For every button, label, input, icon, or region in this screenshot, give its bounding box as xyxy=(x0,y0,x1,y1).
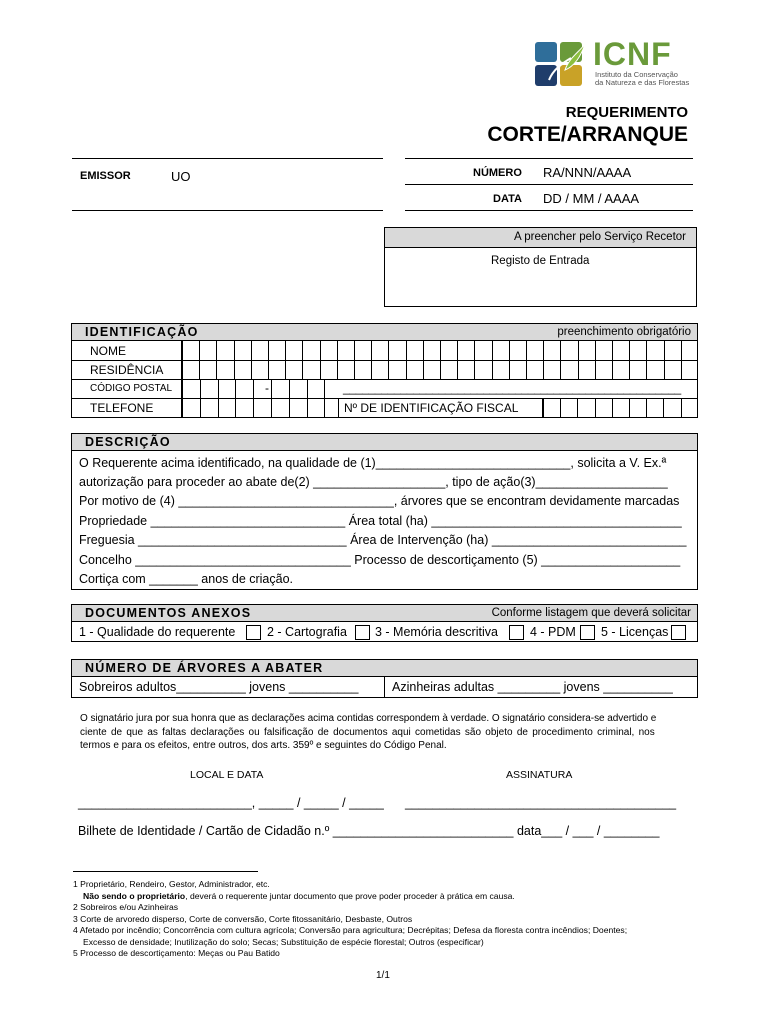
descricao-line-6[interactable]: Concelho _______________________________ Processo de descortiçamento (5) ____________________ xyxy=(79,553,681,567)
char-cell[interactable] xyxy=(251,360,268,379)
char-cell[interactable] xyxy=(302,360,319,379)
icnf-logo-icon xyxy=(535,40,587,88)
codigo-postal-dash: - xyxy=(265,381,269,395)
footnote-1-note-rest: , deverá o requerente juntar documento que prove poder proceder à prática em causa. xyxy=(185,891,515,901)
char-cell[interactable] xyxy=(182,398,200,417)
char-cell[interactable] xyxy=(320,341,337,360)
declaracao-line-1: O signatário jura por sua honra que as declarações acima contidas correspondem à verdade. O signatário considera-se advertido e xyxy=(80,713,657,724)
nif-input-grid[interactable] xyxy=(543,398,697,417)
residencia-input-grid[interactable] xyxy=(182,360,697,379)
char-cell[interactable] xyxy=(629,341,646,360)
azinheiras-line[interactable]: Azinheiras adultas _________ jovens __________ xyxy=(392,680,673,694)
documentos-title: DOCUMENTOS ANEXOS xyxy=(85,606,252,620)
char-cell[interactable] xyxy=(354,341,371,360)
form-kicker: REQUERIMENTO xyxy=(565,104,688,121)
char-cell[interactable] xyxy=(406,360,423,379)
numero-bottom-line xyxy=(405,184,693,185)
char-cell[interactable] xyxy=(595,398,612,417)
char-cell[interactable] xyxy=(681,398,698,417)
declaracao-line-3: termos e para os efeitos, entre outros, dos arts. 359º e seguintes do Código Penal. xyxy=(80,740,447,751)
registo-entrada-label: Registo de Entrada xyxy=(491,255,590,267)
char-cell[interactable] xyxy=(354,360,371,379)
char-cell[interactable] xyxy=(509,341,526,360)
char-cell[interactable] xyxy=(509,360,526,379)
form-title: CORTE/ARRANQUE xyxy=(487,123,688,146)
service-box xyxy=(384,227,697,307)
local-data-label: LOCAL E DATA xyxy=(190,769,264,781)
char-cell[interactable] xyxy=(612,360,629,379)
nome-input-grid[interactable] xyxy=(182,341,697,360)
identificacao-section xyxy=(71,323,698,418)
char-cell[interactable] xyxy=(307,379,325,398)
char-cell[interactable] xyxy=(543,341,560,360)
bi-line[interactable]: Bilhete de Identidade / Cartão de Cidadão n.º __________________________ data___ / ___ / ________ xyxy=(78,824,660,838)
numero-top-line xyxy=(405,158,693,159)
char-cell[interactable] xyxy=(577,398,594,417)
char-cell[interactable] xyxy=(681,341,698,360)
char-cell[interactable] xyxy=(253,398,271,417)
emissor-bottom-line xyxy=(72,210,383,211)
char-cell[interactable] xyxy=(200,398,218,417)
char-cell[interactable] xyxy=(440,360,457,379)
identificacao-title: IDENTIFICAÇÃO xyxy=(85,325,199,339)
documentos-note: Conforme listagem que deverá solicitar xyxy=(491,607,691,619)
char-cell[interactable] xyxy=(285,341,302,360)
char-cell[interactable] xyxy=(268,341,285,360)
char-cell[interactable] xyxy=(663,398,680,417)
local-data-line[interactable]: _________________________, _____ / _____ / _____ xyxy=(78,796,384,810)
char-cell[interactable] xyxy=(664,360,681,379)
char-cell[interactable] xyxy=(200,379,218,398)
char-cell[interactable] xyxy=(492,360,509,379)
char-cell[interactable] xyxy=(629,360,646,379)
char-cell[interactable] xyxy=(271,379,289,398)
service-box-header-text: A preencher pelo Serviço Recetor xyxy=(514,231,686,243)
char-cell[interactable] xyxy=(289,398,307,417)
char-cell[interactable] xyxy=(182,379,200,398)
nome-label-cell xyxy=(72,341,182,360)
footnote-1: 1 Proprietário, Rendeiro, Gestor, Administrador, etc. xyxy=(73,879,270,889)
arvores-section xyxy=(71,659,698,698)
char-cell[interactable] xyxy=(337,341,354,360)
char-cell[interactable] xyxy=(595,360,612,379)
char-cell[interactable] xyxy=(406,341,423,360)
descricao-section xyxy=(71,433,698,590)
descricao-title: DESCRIÇÃO xyxy=(85,435,171,449)
documentos-header xyxy=(72,605,697,622)
footnote-separator xyxy=(73,871,258,872)
doc-item-1-checkbox[interactable] xyxy=(246,625,261,640)
char-cell[interactable] xyxy=(681,360,698,379)
assinatura-line[interactable]: _______________________________________ xyxy=(405,796,677,810)
descricao-line-5[interactable]: Freguesia ______________________________ Área de Intervenção (ha) ____________________________ xyxy=(79,533,687,547)
footnote-1-note xyxy=(83,891,515,902)
documentos-section xyxy=(71,604,698,642)
char-cell[interactable] xyxy=(199,360,216,379)
char-cell[interactable] xyxy=(302,341,319,360)
char-cell[interactable] xyxy=(612,341,629,360)
char-cell[interactable] xyxy=(543,360,560,379)
footnote-2: 2 Sobreiros e/ou Azinheiras xyxy=(73,902,179,912)
identificacao-header xyxy=(72,324,697,341)
char-cell[interactable] xyxy=(560,341,577,360)
char-cell[interactable] xyxy=(182,341,199,360)
footnote-1-note-bold: Não sendo o proprietário xyxy=(83,891,186,901)
char-cell[interactable] xyxy=(578,360,595,379)
char-cell[interactable] xyxy=(474,341,491,360)
char-cell[interactable] xyxy=(285,360,302,379)
footnote-4-cont: Excesso de densidade; Inutilização do solo; Secas; Substituição de espécie florestal; Outros (especificar) xyxy=(83,937,484,947)
char-cell[interactable] xyxy=(234,341,251,360)
char-cell[interactable] xyxy=(578,341,595,360)
char-cell[interactable] xyxy=(216,341,233,360)
char-cell[interactable] xyxy=(371,360,388,379)
codigo-postal-input-grid[interactable] xyxy=(182,379,342,398)
char-cell[interactable] xyxy=(307,398,325,417)
codigo-postal-label: CÓDIGO POSTAL xyxy=(90,383,173,394)
char-cell[interactable] xyxy=(646,341,663,360)
char-cell[interactable] xyxy=(646,398,663,417)
doc-item-5-label: 5 - Licenças xyxy=(601,625,669,639)
char-cell[interactable] xyxy=(595,341,612,360)
icnf-logo-subtitle-2: da Natureza e das Florestas xyxy=(595,78,690,87)
doc-item-4-checkbox[interactable] xyxy=(580,625,595,640)
doc-item-3-checkbox[interactable] xyxy=(509,625,524,640)
assinatura-label: ASSINATURA xyxy=(506,769,573,781)
service-box-header xyxy=(385,228,696,248)
doc-item-2-label: 2 - Cartografia xyxy=(267,625,347,639)
data-label: DATA xyxy=(493,193,522,205)
arvores-title: NÚMERO DE ÁRVORES A ABATER xyxy=(85,661,324,675)
char-cell[interactable] xyxy=(289,379,307,398)
descricao-line-2[interactable]: autorização para proceder ao abate de(2) ___________________, tipo de ação(3)___________________ xyxy=(79,475,668,489)
doc-item-3-label: 3 - Memória descritiva xyxy=(375,625,498,639)
data-bottom-line xyxy=(405,210,693,211)
char-cell[interactable] xyxy=(629,398,646,417)
char-cell[interactable] xyxy=(492,341,509,360)
char-cell[interactable] xyxy=(526,360,543,379)
char-cell[interactable] xyxy=(388,360,405,379)
char-cell[interactable] xyxy=(612,398,629,417)
telefone-input-grid[interactable] xyxy=(182,398,342,417)
arvores-header xyxy=(72,660,697,677)
char-cell[interactable] xyxy=(182,360,199,379)
nif-label: Nº DE IDENTIFICAÇÃO FISCAL xyxy=(344,401,519,415)
char-cell[interactable] xyxy=(474,360,491,379)
char-cell[interactable] xyxy=(526,341,543,360)
char-cell[interactable] xyxy=(218,398,236,417)
descricao-line-3[interactable]: Por motivo de (4) _______________________________, árvores que se encontram devidamente marcadas xyxy=(79,494,680,508)
footnote-5: 5 Processo de descortiçamento: Meças ou Pau Batido xyxy=(73,948,280,958)
char-cell[interactable] xyxy=(216,360,233,379)
arvores-divider xyxy=(384,677,385,697)
emissor-label: EMISSOR xyxy=(80,170,131,182)
codigo-postal-locality-line[interactable]: _____________________________________________________ xyxy=(343,381,681,395)
char-cell[interactable] xyxy=(388,341,405,360)
char-cell[interactable] xyxy=(199,341,216,360)
char-cell[interactable] xyxy=(251,341,268,360)
char-cell[interactable] xyxy=(371,341,388,360)
identificacao-note: preenchimento obrigatório xyxy=(557,326,691,338)
descricao-header xyxy=(72,434,697,451)
char-cell[interactable] xyxy=(664,341,681,360)
residencia-label: RESIDÊNCIA xyxy=(90,363,164,377)
char-cell[interactable] xyxy=(337,360,354,379)
icnf-logo xyxy=(535,36,695,88)
doc-item-4-label: 4 - PDM xyxy=(530,625,576,639)
char-cell[interactable] xyxy=(440,341,457,360)
footnote-3: 3 Corte de arvoredo disperso, Corte de conversão, Corte fitossanitário, Desbaste, Outros xyxy=(73,914,413,924)
emissor-value[interactable]: UO xyxy=(171,169,191,184)
char-cell[interactable] xyxy=(234,360,251,379)
icnf-logo-subtitle-1: Instituto da Conservação xyxy=(595,70,678,79)
descricao-line-1[interactable]: O Requerente acima identificado, na qualidade de (1)____________________________, solicita a V. Ex.ª xyxy=(79,456,667,470)
char-cell[interactable] xyxy=(423,360,440,379)
numero-label: NÚMERO xyxy=(473,167,522,179)
char-cell[interactable] xyxy=(271,398,289,417)
char-cell[interactable] xyxy=(646,360,663,379)
doc-item-5-checkbox[interactable] xyxy=(671,625,686,640)
char-cell[interactable] xyxy=(543,398,560,417)
doc-item-2-checkbox[interactable] xyxy=(355,625,370,640)
footnote-4: 4 Afetado por incêndio; Concorrência com cultura agrícola; Conversão para agricultura; Decrépitas; Defesa da floresta contra incêndios; Doentes; xyxy=(73,925,628,935)
telefone-label: TELEFONE xyxy=(90,401,154,415)
char-cell[interactable] xyxy=(560,360,577,379)
char-cell[interactable] xyxy=(320,360,337,379)
nome-label: NOME xyxy=(90,344,126,358)
char-cell[interactable] xyxy=(268,360,285,379)
page-number: 1/1 xyxy=(376,970,390,981)
declaracao-line-2: ciente de que as faltas declarações ou falsificação de documentos aqui cometidas são objeto de procedimento criminal, nos xyxy=(80,727,655,738)
data-value[interactable]: DD / MM / AAAA xyxy=(543,191,640,206)
char-cell[interactable] xyxy=(457,341,474,360)
sobreiros-line[interactable]: Sobreiros adultos__________ jovens __________ xyxy=(79,680,359,694)
char-cell[interactable] xyxy=(235,379,253,398)
char-cell[interactable] xyxy=(423,341,440,360)
char-cell[interactable] xyxy=(218,379,236,398)
descricao-line-4[interactable]: Propriedade ____________________________ Área total (ha) ____________________________________ xyxy=(79,514,682,528)
char-cell[interactable] xyxy=(457,360,474,379)
emissor-top-line xyxy=(72,158,383,159)
icnf-logo-name: ICNF xyxy=(593,36,672,72)
descricao-line-7[interactable]: Cortiça com _______ anos de criação. xyxy=(79,572,294,586)
doc-item-1-label: 1 - Qualidade do requerente xyxy=(79,625,236,639)
numero-value[interactable]: RA/NNN/AAAA xyxy=(543,165,632,180)
char-cell[interactable] xyxy=(324,379,342,398)
char-cell[interactable] xyxy=(235,398,253,417)
char-cell[interactable] xyxy=(560,398,577,417)
